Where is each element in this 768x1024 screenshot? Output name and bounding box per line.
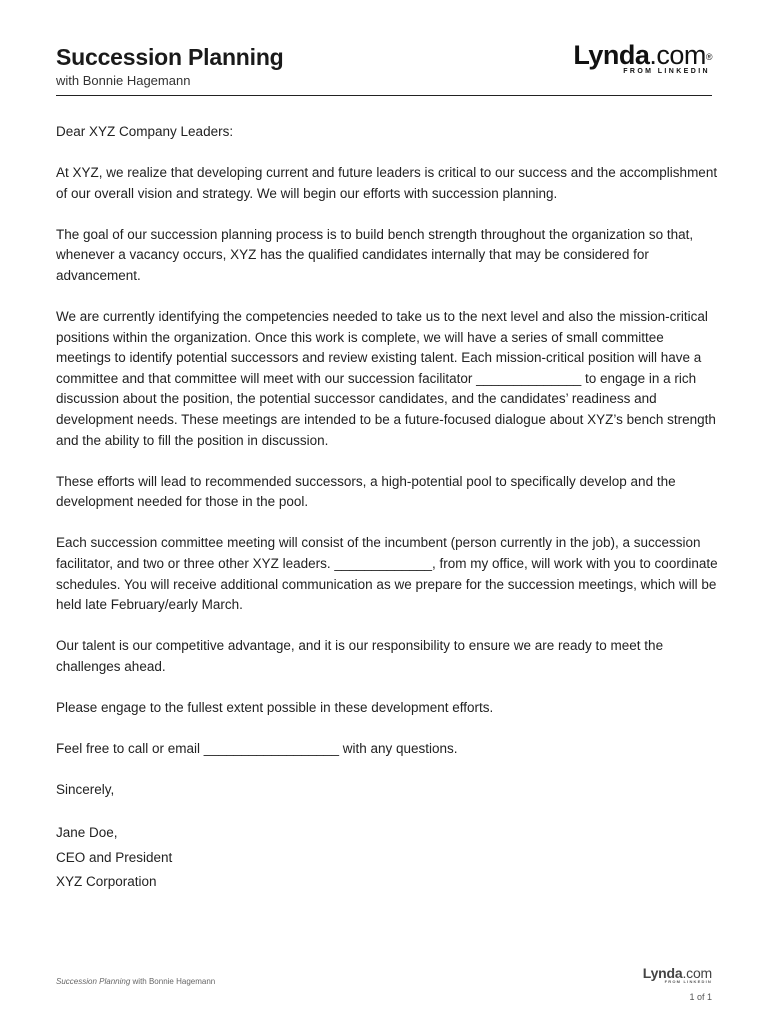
footer-lynda-logo [643, 965, 712, 984]
lynda-logo [573, 40, 712, 75]
document-title: Succession Planning [56, 44, 284, 70]
signature-company: XYZ Corporation [56, 873, 157, 889]
logo-suffix: .com [649, 40, 706, 70]
letter-salutation: Dear XYZ Company Leaders: [56, 124, 234, 139]
letter-paragraph: The goal of our succession planning process is to build bench strength throughout the organization so that, whenever a vacancy occurs, XYZ has the qualified candidates internally that may be considered for advancement. [56, 226, 694, 283]
registered-mark: ® [705, 52, 712, 62]
letter-paragraph: Please engage to the fullest extent possible in these development efforts. [56, 699, 494, 715]
footer-logo-name: Lynda [642, 965, 683, 981]
letter-paragraph: Our talent is our competitive advantage, and it is our responsibility to ensure we are ready to meet the challenges ahead. [56, 638, 664, 674]
footer-logo-tagline: FROM LINKEDIN [664, 979, 712, 984]
letter-paragraph: At XYZ, we realize that developing current and future leaders is critical to our success and the accomplishment of our overall vision and strategy. We will begin our efforts with succession planning. [56, 165, 718, 201]
logo-tagline: FROM LINKEDIN [623, 68, 710, 75]
document-subtitle: with Bonnie Hagemann [56, 73, 191, 88]
signature-name: Jane Doe, [56, 825, 118, 841]
letter-closing: Sincerely, [56, 782, 115, 798]
signature-title: CEO and President [56, 849, 173, 865]
document-header [56, 40, 712, 96]
letter-paragraph: Feel free to call or email __________________ with any questions. [56, 741, 458, 757]
footer-logo-suffix: .com [682, 965, 712, 981]
letter-body [56, 122, 718, 894]
footer-credit [56, 977, 215, 986]
page-number: 1 of 1 [689, 992, 712, 1002]
logo-name: Lynda [573, 40, 650, 70]
letter-paragraph: We are currently identifying the competencies needed to take us to the next level and also the mission-critical positions within the organization. Once this work is complete, we will have a series of small committee meetings to identify potential successors and review existing talent. Each mission-critical position will have a committee and that committee will meet with our succession facilitator ______________ to engage in a rich discussion about the position, the potential successor candidates, and the candidates’ readiness and development needs. These meetings are intended to be a future-focused dialogue about XYZ’s bench strength and the ability to fill the position in discussion. [56, 309, 716, 448]
header-divider [56, 95, 712, 96]
letter-paragraph: These efforts will lead to recommended successors, a high-potential pool to specifically develop and the development needed for those in the pool. [56, 473, 676, 510]
letter-paragraph: Each succession committee meeting will consist of the incumbent (person currently in the job), a succession facilitator, and two or three other XYZ leaders. _____________, from my office, will work with you to coordinate schedules. You will receive additional communication as we prepare for the succession meetings, which will be held late February/early March. [56, 535, 718, 613]
footer-author: with Bonnie Hagemann [132, 977, 216, 986]
logo-wordmark [573, 40, 712, 70]
footer-course: Succession Planning [56, 977, 131, 986]
